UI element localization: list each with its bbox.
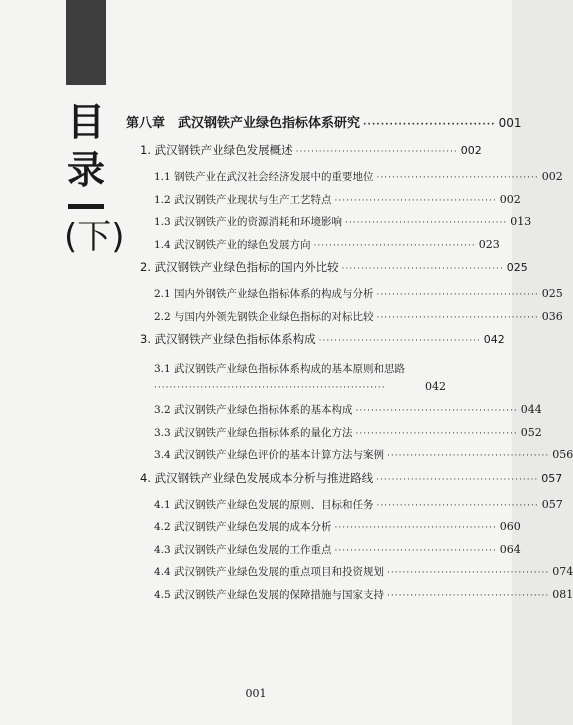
page-number: 001 <box>245 687 267 700</box>
toc-item-1-1[interactable] <box>126 169 563 192</box>
leader-dots: ·········································· <box>387 590 550 601</box>
toc-page: 060 <box>499 520 521 533</box>
side-title <box>64 98 125 257</box>
toc-page: 057 <box>541 471 563 485</box>
toc-page: 074 <box>552 565 573 578</box>
toc-item-3-3[interactable] <box>126 425 542 448</box>
toc-item-3-4[interactable] <box>126 447 573 470</box>
toc-label: 1. 武汉钢铁产业绿色发展概述 <box>140 143 293 157</box>
toc-section-3[interactable] <box>126 331 505 358</box>
leader-dots: ·········································· <box>387 568 550 578</box>
toc-item-4-1[interactable] <box>126 497 563 520</box>
toc-item-4-2[interactable] <box>126 519 521 542</box>
side-title-char-2: 录 <box>66 148 105 192</box>
toc-label: 1.2 武汉钢铁产业现状与生产工艺特点 <box>154 193 332 206</box>
toc-item-4-5[interactable] <box>126 587 573 610</box>
toc-page: 057 <box>541 497 563 511</box>
toc-item-2-2[interactable] <box>126 309 563 332</box>
leader-dots: ·········································· <box>355 428 518 439</box>
leader-dots: ···························································· <box>154 383 386 393</box>
toc-label: 4. 武汉钢铁产业绿色发展成本分析与推进路线 <box>140 470 374 485</box>
table-of-contents <box>126 112 573 609</box>
toc-item-4-4[interactable] <box>126 564 573 587</box>
toc-page: 002 <box>499 192 521 206</box>
toc-label: 4.1 武汉钢铁产业绿色发展的原则、目标和任务 <box>154 498 374 511</box>
leader-dots: ·········································· <box>313 240 476 251</box>
leader-dots: ······························ <box>363 120 496 130</box>
toc-item-1-4[interactable] <box>126 237 500 260</box>
toc-page: 042 <box>483 333 505 346</box>
toc-item-1-3[interactable] <box>126 214 532 237</box>
toc-page: 081 <box>552 587 573 601</box>
toc-label: 4.5 武汉钢铁产业绿色发展的保障措施与国家支持 <box>154 588 385 601</box>
toc-label: 3.4 武汉钢铁产业绿色评价的基本计算方法与案例 <box>154 449 385 461</box>
leader-dots: ·········································· <box>376 474 539 485</box>
toc-page: 001 <box>498 116 522 130</box>
toc-page: 025 <box>541 287 563 300</box>
toc-item-2-1[interactable] <box>126 286 563 309</box>
toc-label: 2. 武汉钢铁产业绿色指标的国内外比较 <box>140 260 339 274</box>
leader-dots: ·········································· <box>334 545 497 556</box>
leader-dots: ·········································· <box>334 195 497 206</box>
leader-dots: ·········································· <box>295 147 458 157</box>
toc-label: 3.1 武汉钢铁产业绿色指标体系构成的基本原则和思路 <box>154 363 406 375</box>
toc-page: 013 <box>510 215 532 228</box>
toc-label: 4.4 武汉钢铁产业绿色发展的重点项目和投资规划 <box>154 566 385 578</box>
toc-item-4-3[interactable] <box>126 542 521 565</box>
leader-dots: ·········································· <box>376 173 539 183</box>
toc-label: 1.3 武汉钢铁产业的资源消耗和环境影响 <box>154 216 343 228</box>
toc-label: 1.4 武汉钢铁产业的绿色发展方向 <box>154 238 311 251</box>
toc-page: 036 <box>541 309 563 323</box>
toc-label: 3.3 武汉钢铁产业绿色指标体系的量化方法 <box>154 426 353 439</box>
toc-label: 2.2 与国内外领先钢铁企业绿色指标的对标比较 <box>154 310 374 323</box>
side-title-volume: (下) <box>64 217 125 257</box>
toc-page: 056 <box>552 448 573 461</box>
toc-page: 044 <box>520 403 542 416</box>
leader-dots: ·········································· <box>376 290 539 300</box>
toc-page: 064 <box>499 542 521 556</box>
toc-page: 025 <box>506 261 528 274</box>
toc-item-1-2[interactable] <box>126 192 521 215</box>
toc-item-3-1[interactable] <box>126 358 446 402</box>
leader-dots: ·········································· <box>345 218 508 228</box>
toc-label: 3. 武汉钢铁产业绿色指标体系构成 <box>140 332 316 346</box>
toc-label: 2.1 国内外钢铁产业绿色指标体系的构成与分析 <box>154 288 374 300</box>
toc-label: 1.1 钢铁产业在武汉社会经济发展中的重要地位 <box>154 171 374 183</box>
toc-label: 4.2 武汉钢铁产业绿色发展的成本分析 <box>154 521 332 533</box>
toc-label: 3.2 武汉钢铁产业绿色指标体系的基本构成 <box>154 404 353 416</box>
toc-section-2[interactable] <box>126 259 528 286</box>
toc-section-1[interactable] <box>126 142 482 169</box>
toc-page: 052 <box>520 425 542 439</box>
leader-dots: ·········································· <box>318 336 481 346</box>
leader-dots: ·········································· <box>376 312 539 323</box>
toc-section-4[interactable] <box>126 470 563 497</box>
toc-label: 第八章 武汉钢铁产业绿色指标体系研究 <box>126 116 361 131</box>
toc-page: 023 <box>478 237 500 251</box>
leader-dots: ·········································· <box>341 264 504 274</box>
leader-dots: ·········································· <box>387 451 550 461</box>
side-title-char-1: 目 <box>66 100 105 144</box>
toc-chapter[interactable] <box>126 112 522 142</box>
toc-page: 002 <box>541 170 563 183</box>
toc-page: 042 <box>425 380 446 393</box>
leader-dots: ·········································· <box>334 523 497 533</box>
toc-label: 4.3 武汉钢铁产业绿色发展的工作重点 <box>154 543 332 556</box>
toc-page: 002 <box>460 144 482 157</box>
side-title-divider <box>68 204 104 209</box>
leader-dots: ·········································· <box>376 500 539 511</box>
leader-dots: ·········································· <box>355 406 518 416</box>
side-color-bar <box>66 0 106 85</box>
toc-item-3-2[interactable] <box>126 402 542 425</box>
